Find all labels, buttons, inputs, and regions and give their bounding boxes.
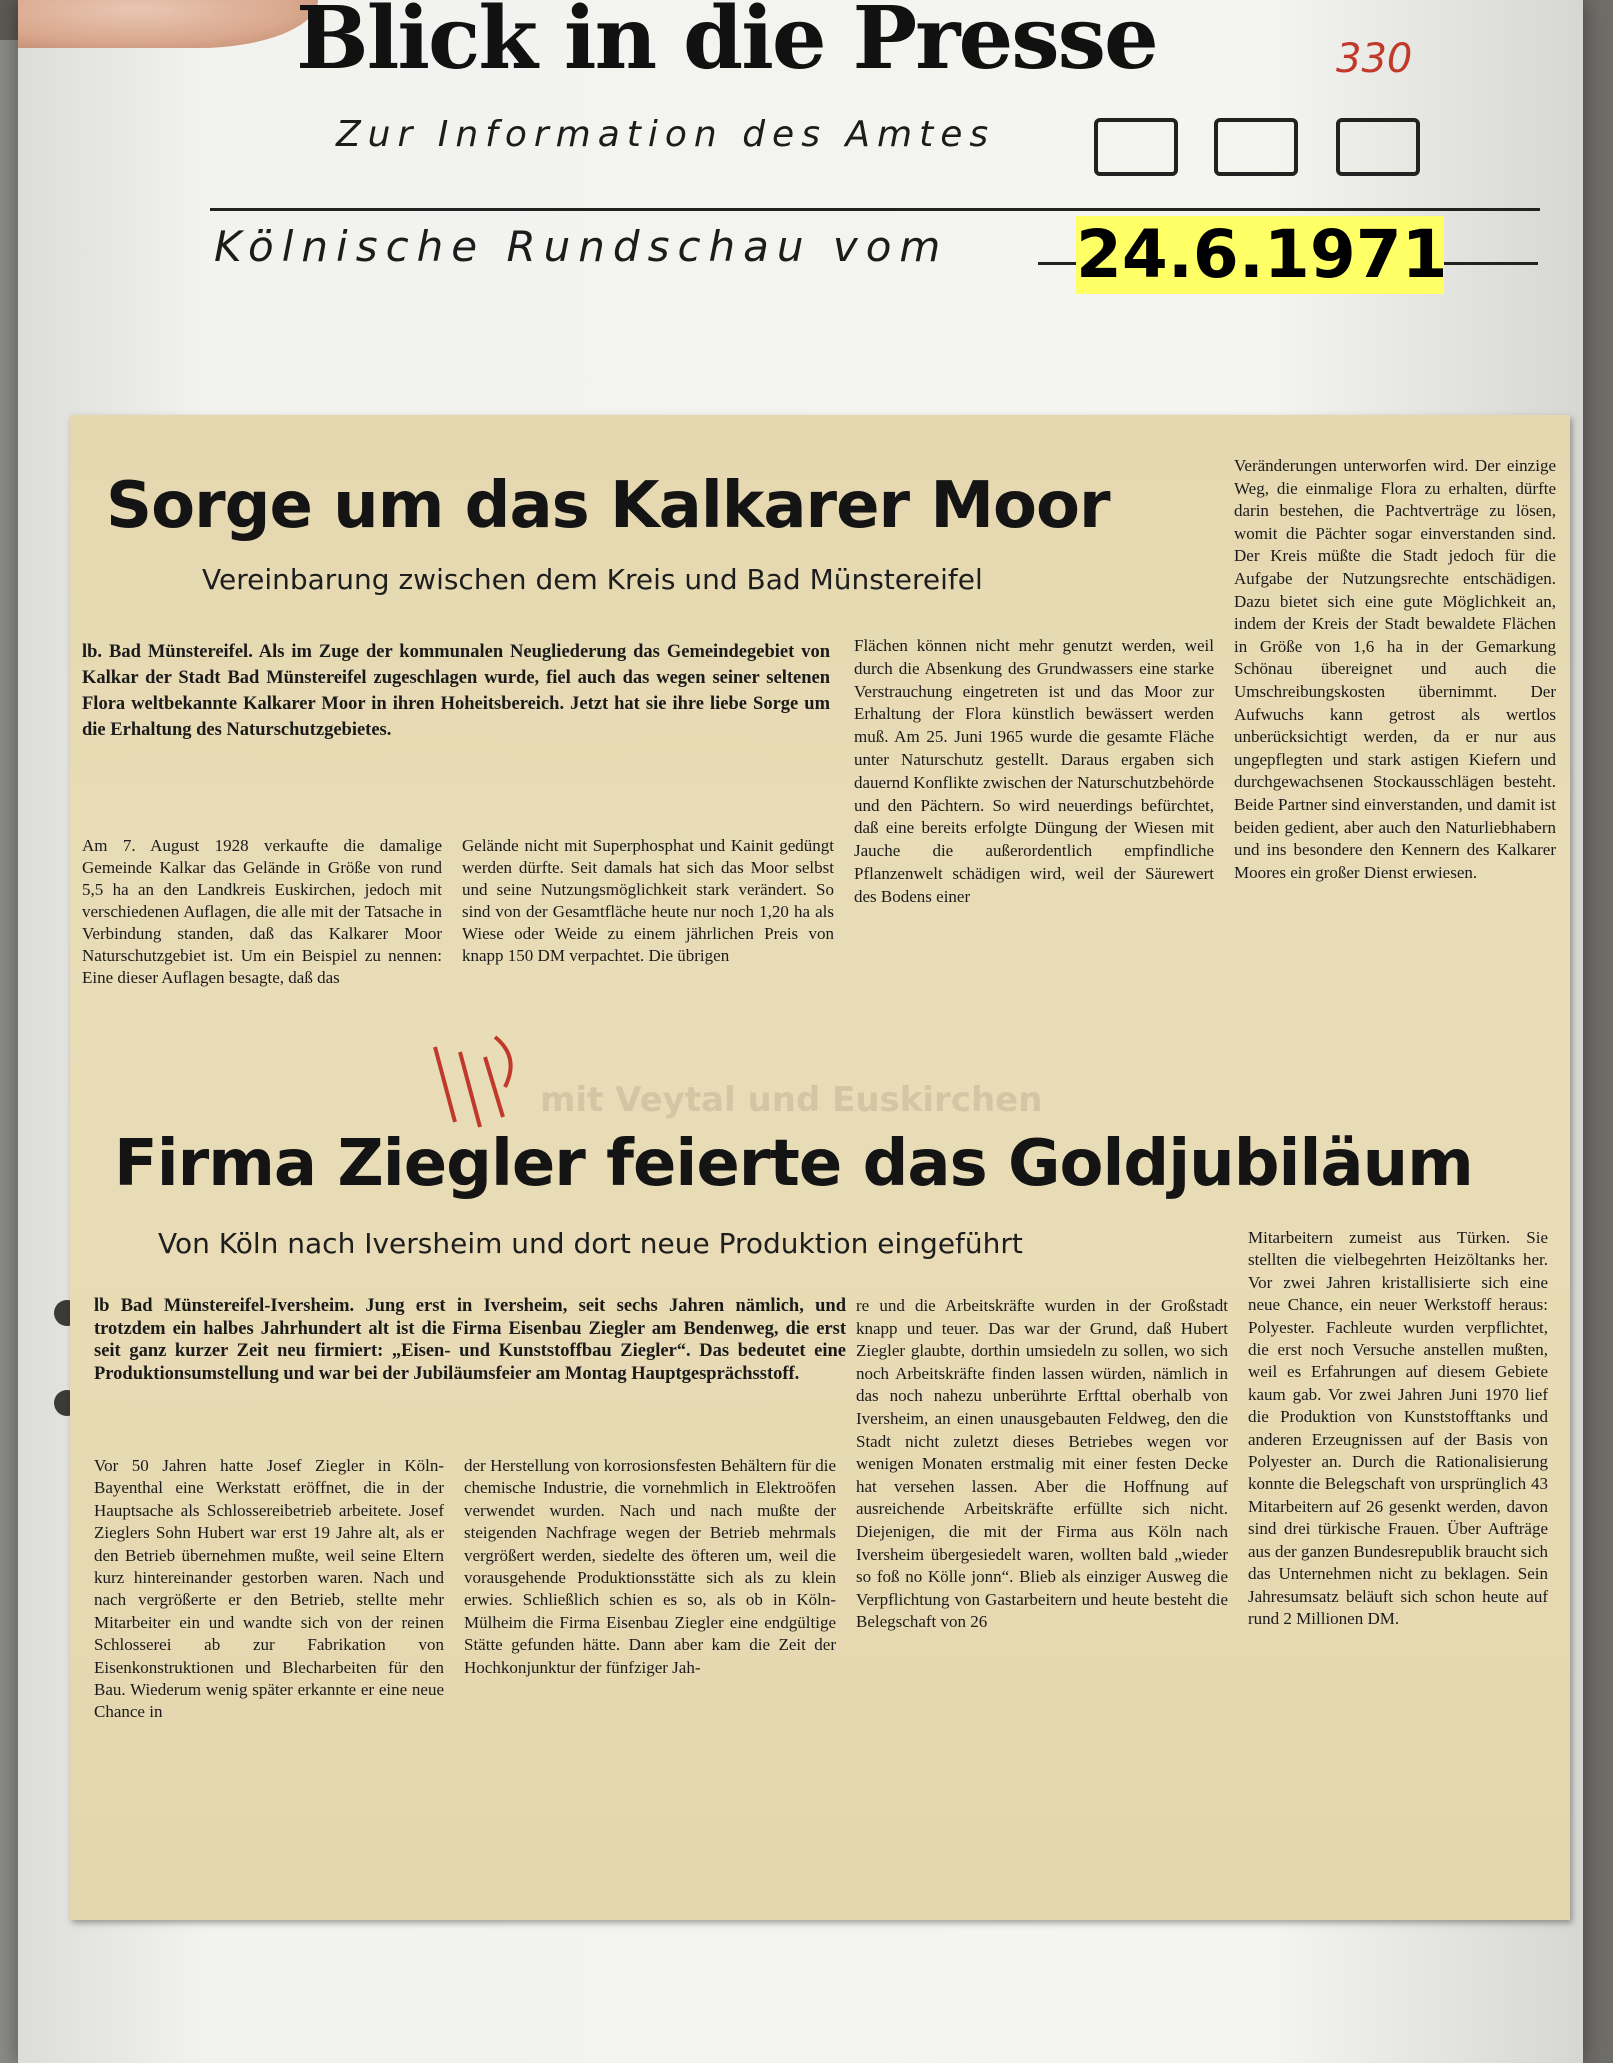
article1-subheadline: Vereinbarung zwischen dem Kreis und Bad Münstereifel bbox=[202, 563, 983, 596]
masthead-subline: Zur Information des Amtes bbox=[336, 114, 996, 155]
article2-column4: Mitarbeitern zumeist aus Türken. Sie stellten die vielbegehrten Heizöltanks her. Vor zwei Jahren kristallisierte sich eine neue Chance, ein neuer Werkstoff heraus: Polyester. Fachleute wurden verpflichtet, die erst noch Versuche anstellen mußten, weil es Erfahrungen auf diesem Gebiete kaum gab. Vor zwei Jahren Juni 1970 lief die Produktion von Kunststofftanks und anderen Erzeugnissen auf der Basis von Polyester an. Durch die Rationalisierung konnte die Belegschaft von ursprünglich 43 Mitarbeitern auf 26 gesenkt werden, davon sind drei türkische Frauen. Über Aufträge aus der ganzen Bundesrepublik braucht sich das Unternehmen nicht zu beklagen. Sein Jahresumsatz beläuft sich schon heute auf rund 2 Millionen DM. bbox=[1248, 1228, 1548, 1628]
masthead-title: Blick in die Presse bbox=[296, 0, 1157, 89]
article1-column2: Gelände nicht mit Superphosphat und Kainit gedüngt werden dürfte. Seit damals hat sich das Moor selbst und seine Nutzungsmöglichkeit stark verändert. So sind von der Gesamtfläche heute nur noch 1,20 ha als Wiese oder Weide zu einem jährlichen Preis von knapp 150 DM verpachtet. Die übrigen bbox=[462, 836, 834, 965]
date-highlight: 24.6.1971 bbox=[1076, 216, 1448, 293]
article1-column1: Am 7. August 1928 verkaufte die damalige Gemeinde Kalkar das Gelände in Größe von rund 5,5 ha an den Landkreis Euskirchen, jedoch mit verschiedenen Auflagen, die alle mit der Tatsache in Verbindung standen, daß das Kalkarer Moor Naturschutzgebiet ist. Um ein Beispiel zu nennen: Eine dieser Auflagen besagte, daß das bbox=[82, 836, 442, 987]
article2-subheadline: Von Köln nach Iversheim und dort neue Produktion eingeführt bbox=[158, 1227, 1023, 1260]
header-rule bbox=[210, 208, 1540, 211]
article2-headline: Firma Ziegler feierte das Goldjubiläum bbox=[114, 1127, 1473, 1201]
red-pen-mark bbox=[425, 1027, 535, 1137]
handwritten-number: 330 bbox=[1336, 36, 1413, 82]
article1-lead: lb. Bad Münstereifel. Als im Zuge der kommunalen Neugliederung das Gemeindegebiet von Kalkar der Stadt Bad Münstereifel zugeschlagen wurde, fiel auch das wegen seiner seltenen Flora weltbekannte Kalkarer Moor in ihren Hoheitsbereich. Jetzt hat sie ihre liebe Sorge um die Erhaltung des Naturschutzgebietes. bbox=[82, 642, 830, 740]
source-line: Kölnische Rundschau vom bbox=[214, 222, 949, 271]
article2-column3: re und die Arbeitskräfte wurden in der Großstadt knapp und teuer. Das war der Grund, daß Hubert Ziegler glaubte, dorthin umsiedeln zu sollen, wo sich noch Arbeitskräfte finden lassen würden, nämlich in das noch nahezu unberührte Erfttal oberhalb von Iversheim, an einen unausgebauten Feldweg, den die Stadt nicht zuletzt dieses Betriebes wegen vor wenigen Monaten erstmalig mit einer festen Decke hat versehen lassen. Aber die Hoffnung auf ausreichende Arbeitskräfte erfüllte sich nicht. Diejenigen, die mit der Firma aus Köln nach Iversheim übergesiedelt waren, wollten bald „wieder so foß no Kölle jonn“. Blieb als einziger Ausweg die Verpflichtung von Gastarbeitern und heute besteht die Belegschaft von 26 bbox=[856, 1296, 1228, 1632]
bleed-through-text: mit Veytal und Euskirchen bbox=[540, 1080, 1043, 1120]
article2-column2: der Herstellung von korrosionsfesten Behältern für die chemische Industrie, die vornehmlich in Elektroöfen verwendet wurden. Nach und nach mußte der steigenden Nachfrage wegen der Betrieb mehrmals vergrößert werden, siedelte des öfteren um, weil die vorausgehende Produktionsstätte sich als zu klein erwies. Schließlich schien es so, als ob in Köln-Mülheim die Firma Eisenbau Ziegler eine endgültige Stätte gefunden hätte. Dann aber kam die Zeit der Hochkonjunktur der fünfziger Jah- bbox=[464, 1456, 836, 1677]
thumb-holding-page bbox=[18, 0, 318, 48]
article2-lead: lb Bad Münstereifel-Iversheim. Jung erst in Iversheim, seit sechs Jahren nämlich, und trotzdem ein halbes Jahrhundert alt ist die Firma Eisenbau Ziegler am Bendenweg, die erst seit ganz kurzer Zeit neu firmiert: „Eisen- und Kunststoffbau Ziegler“. Das bedeutet eine Produktionsumstellung und war bei der Jubiläumsfeier am Montag Hauptgesprächsstoff. bbox=[94, 1296, 846, 1384]
article1-headline: Sorge um das Kalkarer Moor bbox=[106, 469, 1110, 543]
newspaper-clipping bbox=[70, 415, 1570, 1920]
article2-column1: Vor 50 Jahren hatte Josef Ziegler in Köln-Bayenthal eine Werkstatt eröffnet, die in der Hauptsache als Schlossereibetrieb arbeitete. Josef Zieglers Sohn Hubert war erst 19 Jahre alt, als er den Betrieb übernehmen mußte, weil seine Eltern kurz hintereinander gestorben waren. Nach und nach vergrößerte er den Betrieb, stellte mehr Mitarbeiter ein und wandte sich von der reinen Schlosserei ab zur Fabrikation von Eisenkonstruktionen und Blecharbeiten für den Bau. Wiederum wenig später erkannte er eine neue Chance in bbox=[94, 1456, 444, 1722]
page-sheet bbox=[18, 0, 1583, 2063]
checkbox-3 bbox=[1336, 118, 1420, 176]
checkbox-1 bbox=[1094, 118, 1178, 176]
article1-column4: Veränderungen unterworfen wird. Der einzige Weg, die einmalige Flora zu erhalten, dürfte darin bestehen, die Pachtverträge zu lösen, womit die Pächter sogar einverstanden sind. Der Kreis müßte die Stadt jedoch für die Aufgabe der Nutzungsrechte entschädigen. Dazu bietet sich eine gute Möglichkeit an, indem der Kreis der Stadt bewaldete Flächen in Größe von 1,6 ha in der Gemarkung Schönau übereignet und auch die Umschreibungskosten übernimmt. Der Aufwuchs kann getrost als wertlos unberücksichtigt werden, da er nur aus ungepflegten und stark astigen Kiefern und durchgewachsenen Stockausschlägen besteht. Beide Partner sind einverstanden, und damit ist beiden gedient, aber auch den Naturliebhabern und ins besondere den Kennern des Kalkarer Moores ein großer Dienst erwiesen. bbox=[1234, 456, 1556, 882]
article1-column3: Flächen können nicht mehr genutzt werden, weil durch die Absenkung des Grundwassers eine starke Verstrauchung eingetreten ist und das Moor zur Erhaltung der Flora künstlich bewässert werden muß. Am 25. Juni 1965 wurde die gesamte Fläche unter Naturschutz gestellt. Daraus ergaben sich dauernd Konflikte zwischen der Naturschutzbehörde und den Pächtern. So wird neuerdings befürchtet, daß eine bereits erfolgte Düngung der Wiesen mit Jauche die außerordentlich empfindliche Pflanzenwelt schädigen wird, weil der Säurewert des Bodens einer bbox=[854, 636, 1214, 906]
checkbox-2 bbox=[1214, 118, 1298, 176]
